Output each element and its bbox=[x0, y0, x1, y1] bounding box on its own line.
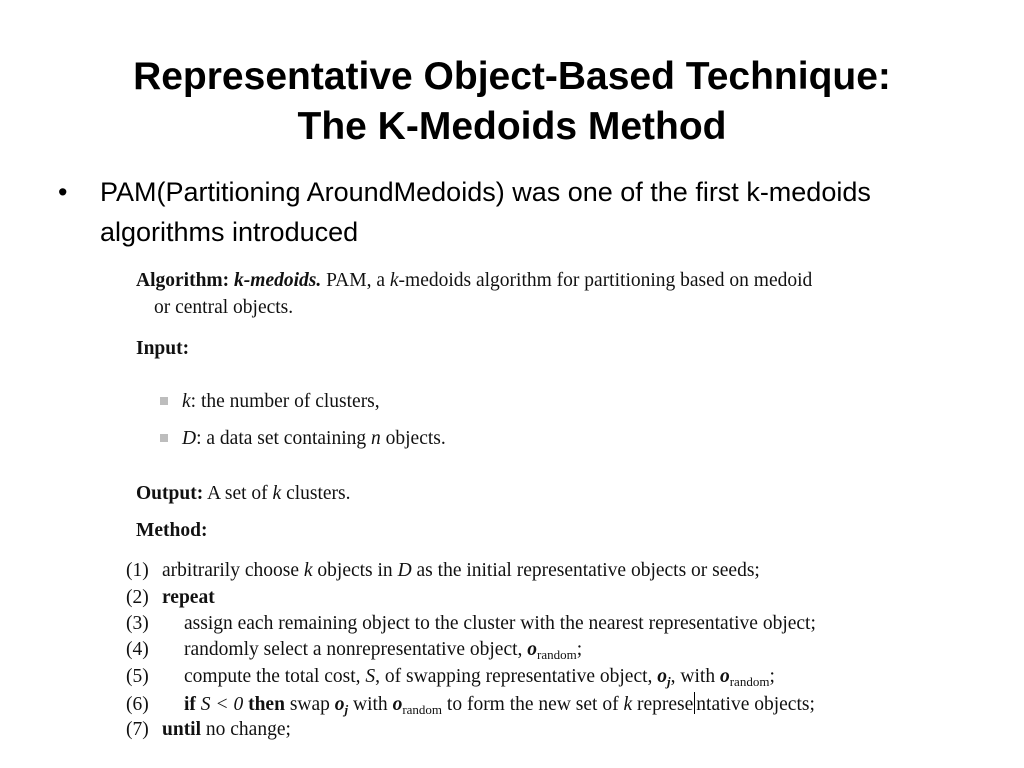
step-number: (1) bbox=[126, 560, 149, 581]
step-4 bbox=[126, 639, 582, 663]
step-4-text: randomly select a nonrepresentative object, bbox=[184, 639, 523, 660]
input-desc-k: : the number of clusters, bbox=[190, 391, 380, 412]
step-6-then: then bbox=[248, 694, 285, 715]
bullet-text: PAM(Partitioning AroundMedoids) was one of the first k-medoids algorithms introduced bbox=[100, 177, 871, 247]
step-5-end: ; bbox=[769, 666, 775, 687]
step-1-text-c: as the initial representative objects or seeds; bbox=[416, 560, 760, 581]
algorithm-label: Algorithm: bbox=[136, 270, 230, 291]
step-1-k: k bbox=[303, 560, 313, 581]
step-7 bbox=[126, 719, 291, 741]
step-4-o: o bbox=[527, 639, 538, 660]
step-5-sub: random bbox=[729, 674, 770, 689]
slide-title bbox=[60, 52, 964, 152]
step-4-sub: random bbox=[537, 647, 577, 662]
step-number: (7) bbox=[126, 719, 149, 740]
algorithm-name: k-medoids. bbox=[234, 270, 322, 291]
step-3 bbox=[126, 613, 816, 635]
input-var-d: D bbox=[182, 428, 197, 449]
step-1-text-b: objects in bbox=[317, 560, 393, 581]
output-label: Output: bbox=[136, 483, 204, 504]
algorithm-desc-k: k bbox=[389, 270, 399, 291]
title-line-1: Representative Object-Based Technique: bbox=[133, 55, 891, 98]
step-5-text-b: , of swapping representative object, bbox=[375, 666, 653, 687]
step-6-text-d2: ntative objects; bbox=[696, 694, 815, 715]
step-6-cond: S < 0 bbox=[200, 694, 244, 715]
step-6-j: j bbox=[344, 702, 349, 717]
step-number: (6) bbox=[126, 694, 149, 715]
input-var-n: n bbox=[371, 428, 381, 449]
step-6-text-b: with bbox=[353, 694, 388, 715]
square-bullet-icon bbox=[160, 397, 168, 405]
step-6-text-d1: represe bbox=[636, 694, 694, 715]
algorithm-desc-a: PAM, a bbox=[326, 270, 385, 291]
step-number: (4) bbox=[126, 639, 149, 660]
step-5-s: S bbox=[365, 666, 376, 687]
step-5 bbox=[126, 666, 775, 690]
step-1-text-a: arbitrarily choose bbox=[162, 560, 299, 581]
input-label: Input: bbox=[136, 338, 190, 359]
step-7-text: no change; bbox=[205, 719, 291, 740]
step-1-d: D bbox=[397, 560, 412, 581]
step-number: (2) bbox=[126, 587, 149, 608]
input-var-k: k bbox=[182, 391, 191, 412]
step-2 bbox=[126, 587, 215, 609]
algorithm-heading-cont: or central objects. bbox=[154, 297, 294, 318]
method-label: Method: bbox=[136, 520, 208, 541]
output-k: k bbox=[272, 483, 282, 504]
step-6-text-c: to form the new set of bbox=[446, 694, 619, 715]
bullet-marker: • bbox=[58, 177, 68, 207]
step-2-repeat: repeat bbox=[162, 587, 215, 608]
step-number: (3) bbox=[126, 613, 149, 634]
step-6-o2: o bbox=[392, 694, 403, 715]
algorithm-heading bbox=[136, 270, 812, 292]
square-bullet-icon bbox=[160, 434, 168, 442]
step-1 bbox=[126, 560, 760, 582]
step-5-text-a: compute the total cost, bbox=[184, 666, 361, 687]
algorithm-desc-b: -medoids algorithm for partitioning based on medoid bbox=[398, 270, 813, 291]
step-6-text-a: swap bbox=[289, 694, 330, 715]
step-7-until: until bbox=[162, 719, 202, 740]
step-6-k: k bbox=[623, 694, 633, 715]
output-line bbox=[136, 483, 351, 505]
step-5-o2: o bbox=[719, 666, 730, 687]
step-3-text: assign each remaining object to the cluster with the nearest representative object; bbox=[184, 613, 816, 634]
output-b: clusters. bbox=[286, 483, 351, 504]
step-5-text-c: , with bbox=[670, 666, 716, 687]
bullet-item bbox=[58, 172, 938, 252]
step-4-end: ; bbox=[576, 639, 583, 660]
step-6-o: o bbox=[334, 694, 345, 715]
title-line-2: The K-Medoids Method bbox=[297, 105, 727, 148]
input-desc-d: : a data set containing bbox=[196, 428, 367, 449]
input-item-k bbox=[160, 391, 380, 413]
step-5-o: o bbox=[657, 666, 668, 687]
step-6 bbox=[126, 692, 815, 718]
step-6-sub: random bbox=[402, 702, 443, 717]
output-a: A set of bbox=[207, 483, 268, 504]
step-6-if: if bbox=[184, 694, 196, 715]
step-5-j: j bbox=[667, 674, 671, 689]
input-item-d bbox=[160, 428, 446, 450]
input-desc-d2: objects. bbox=[385, 428, 446, 449]
step-number: (5) bbox=[126, 666, 149, 687]
